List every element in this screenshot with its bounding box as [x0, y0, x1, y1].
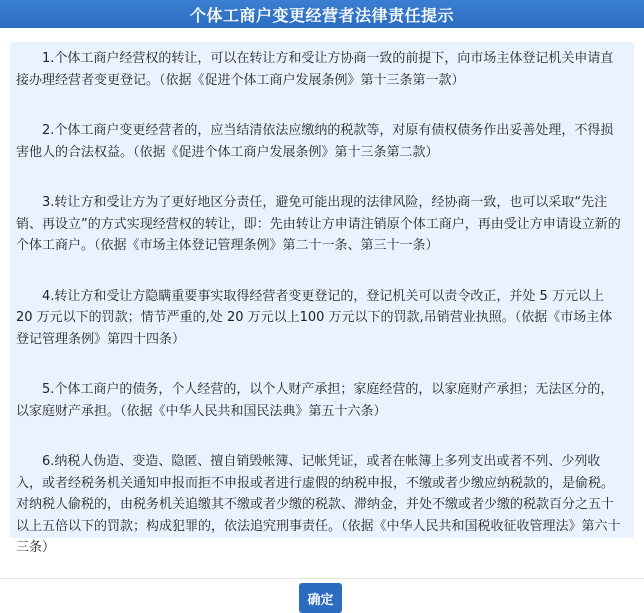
notice-paragraph-2: 2.个体工商户变更经营者的，应当结清依法应缴纳的税款等，对原有债权债务作出妥善处理，不得损害他人的合法权益。（依据《促进个体工商户发展条例》第十三条第二款）: [16, 123, 614, 160]
notice-paragraph-5: 5.个体工商户的债务，个人经营的，以个人财产承担；家庭经营的，以家庭财产承担；无法区分的，以家庭财产承担。（依据《中华人民共和国民法典》第五十六条）: [16, 382, 614, 419]
dialog-title: 个体工商户变更经营者法律责任提示: [189, 5, 454, 25]
notice-paragraph-6: 6.纳税人伪造、变造、隐匿、擅自销毁帐簿、记帐凭证，或者在帐簿上多列支出或者不列、少列收入，或者经税务机关通知申报而拒不申报或者进行虚假的纳税申报，不缴或者少缴应纳税款的，是偷税。对纳税人偷税的，由税务机关追缴其不缴或者少缴的税款、滞纳金，并处不缴或者少缴的税款百分之五十以上五倍以下的罚款；构成犯罪的，依法追究刑事责任。（依据《中华人民共和国税收征收管理法》第六十三条）: [16, 454, 621, 555]
notice-paragraph-3: 3.转让方和受让方为了更好地区分责任，避免可能出现的法律风险，经协商一致，也可以采取“先注销、再设立”的方式实现经营权的转让，即：先由转让方申请注销原个体工商户，再由受让方申请设立新的个体工商户。（依据《市场主体登记管理条例》第二十一条、第三十一条）: [16, 195, 621, 253]
notice-paragraph-4: 4.转让方和受让方隐瞒重要事实取得经营者变更登记的，登记机关可以责令改正，并处 5 万元以上 20 万元以下的罚款；情节严重的,处 20 万元以上100 万元以下的罚款,吊销营业执照。（依据《市场主体登记管理条例》第四十四条）: [16, 288, 613, 347]
dialog-titlebar: [0, 0, 644, 28]
footer-divider: [0, 578, 644, 579]
notice-paragraph-1: 1.个体工商户经营权的转让，可以在转让方和受让方协商一致的前提下，向市场主体登记机关申请直接办理经营者变更登记。（依据《促进个体工商户发展条例》第十三条第一款）: [16, 51, 614, 88]
notice-content: [10, 42, 634, 555]
confirm-button[interactable]: 确定: [299, 583, 342, 613]
